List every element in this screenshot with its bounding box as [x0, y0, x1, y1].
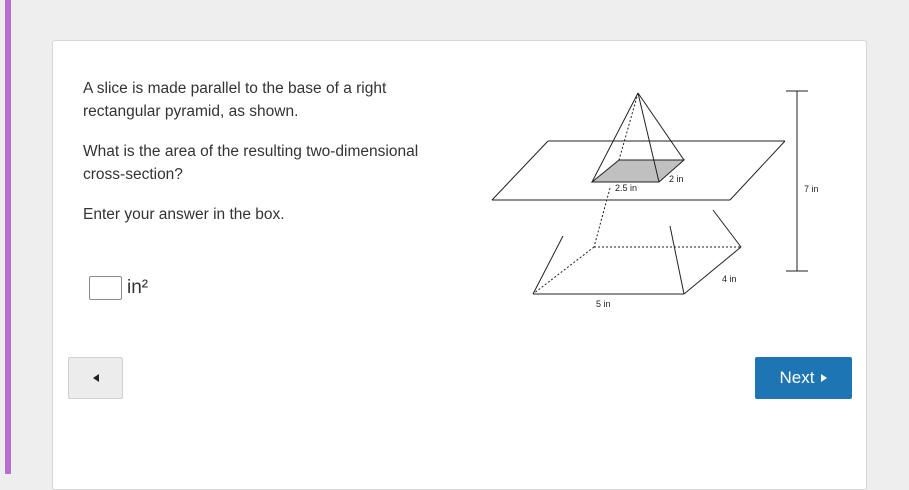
pyramid-edge [638, 93, 684, 160]
triangle-right-icon [821, 374, 827, 382]
accent-stripe [5, 0, 11, 474]
pyramid-hidden-edge [619, 93, 638, 160]
pyramid-edge [713, 210, 741, 247]
answer-row [89, 275, 148, 301]
question-paragraph-1: A slice is made parallel to the base of a right rectangular pyramid, as shown. [83, 80, 387, 120]
label-base-width: 4 in [722, 274, 737, 284]
plane-edge [492, 141, 548, 200]
label-slice-length: 2.5 in [615, 183, 638, 193]
question-text [83, 77, 428, 243]
pyramid-edge [684, 247, 741, 294]
answer-input[interactable] [89, 276, 122, 300]
label-slice-width: 2 in [669, 174, 684, 184]
question-paragraph-3: Enter your answer in the box. [83, 206, 285, 223]
next-button[interactable] [755, 357, 852, 399]
pyramid-edge [670, 226, 684, 294]
pyramid-edge [533, 236, 563, 294]
back-button[interactable] [68, 357, 123, 399]
pyramid-hidden-edge [533, 247, 594, 294]
label-height: 7 in [804, 184, 819, 194]
plane-edge [730, 141, 785, 200]
triangle-left-icon [93, 374, 99, 382]
next-button-label: Next [779, 368, 815, 387]
label-base-length: 5 in [596, 299, 611, 309]
pyramid-figure [488, 86, 824, 316]
question-paragraph-2: What is the area of the resulting two-dimensional cross-section? [83, 143, 419, 183]
answer-unit: in² [127, 277, 149, 298]
pyramid-hidden-edge [594, 188, 610, 247]
